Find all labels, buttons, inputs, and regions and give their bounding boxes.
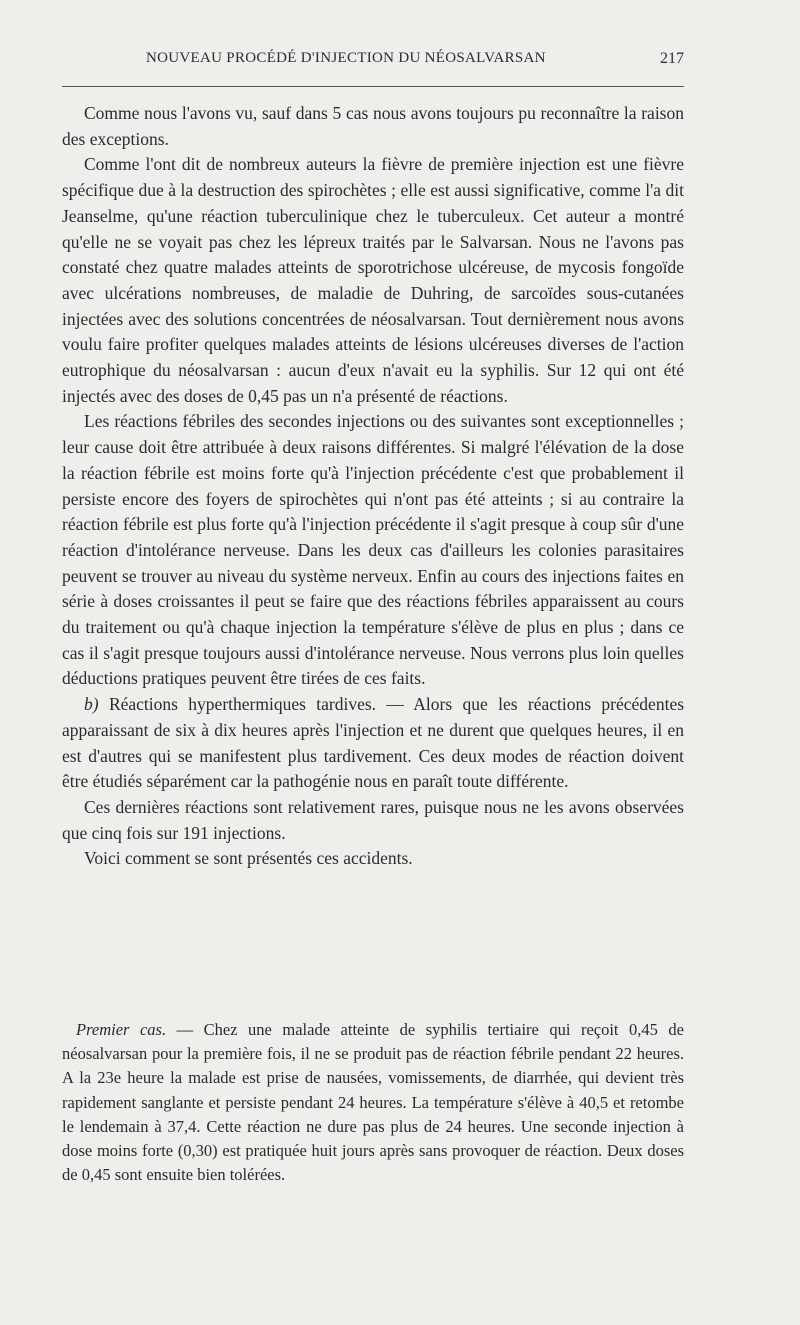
case-text: — Chez une malade atteinte de syphilis tertiaire qui reçoit 0,45 de néosalvarsan pour la première fois, il ne se produit pas de réaction fébrile pendant 22 heures. A la 23e heure la malade est prise de nausées, vomissements, de diarrhée, qui devient très rapidement sanglante et persiste pendant 24 heures. La température s'élève à 40,5 et retombe le lendemain à 37,4. Cette réaction ne dure pas plus de 24 heures. Une seconde injection à dose moins forte (0,30) est pratiquée huit jours après sans provoquer de réaction. Deux doses de 0,45 sont ensuite bien tolérées.	[62, 1020, 684, 1185]
paragraph: Voici comment se sont présentés ces accidents.	[84, 848, 413, 869]
case-paragraph	[62, 1018, 684, 1187]
body-text	[62, 101, 684, 872]
section-label: b)	[84, 694, 99, 715]
page-number: 217	[660, 50, 684, 67]
case-label: Premier cas.	[76, 1020, 167, 1039]
section-heading: Réactions hyperthermiques tardives.	[108, 694, 377, 715]
running-title: NOUVEAU PROCÉDÉ D'INJECTION DU NÉOSALVARSAN	[146, 50, 546, 66]
section-text: — Alors que les réactions précédentes apparaissant de six à dix heures après l'injection et ne durent que quelques heures, il en est d'autres qui se manifestent plus tardivement. Ces deux modes de réaction doivent être étudiés séparément car la pathogénie nous en paraît toute différente.	[62, 694, 685, 792]
paragraph: Comme l'ont dit de nombreux auteurs la fièvre de première injection est une fièvre spécifique due à la destruction des spirochètes ; elle est aussi significative, comme l'a dit Jeanselme, qu'une réaction tuberculinique chez le tuberculeux. Cet auteur a montré qu'elle ne se voyait pas chez les lépreux traités par le Salvarsan. Nous ne l'avons pas constaté chez quatre malades atteints de sporotrichose ulcéreuse, de mycosis fongoïde avec ulcérations nombreuses, de maladie de Duhring, de sarcoïdes sous-cutanées injectées avec des solutions concentrées de néosalvarsan. Tout dernièrement nous avons voulu faire profiter quelques malades atteints de lésions ulcéreuses diverses de l'action eutrophique du néosalvarsan : aucun d'eux n'avait eu la syphilis. Sur 12 qui ont été injectés avec des doses de 0,45 pas un n'a présenté de réactions.	[62, 154, 684, 406]
case-report	[62, 1018, 684, 1187]
page-header	[62, 50, 684, 78]
paragraph: Les réactions fébriles des secondes injections ou des suivantes sont exceptionnelles ; leur cause doit être attribuée à deux raisons différentes. Si malgré l'élévation de la dose la réaction fébrile est moins forte qu'à l'injection précédente c'est que probablement il persiste encore des foyers de spirochètes qui n'ont pas été atteints ; si au contraire la réaction fébrile est plus forte qu'à l'injection précédente il s'agit presque à coup sûr d'une réaction d'intolérance nerveuse. Dans les deux cas d'ailleurs les colonies parasitaires peuvent se trouver au niveau du système nerveux. Enfin au cours des injections faites en série à doses croissantes il peut se faire que des réactions fébriles apparaissent au cours du traitement ou qu'à chaque injection la température s'élève de plus en plus ; dans ce cas il s'agit presque toujours aussi d'intolérance nerveuse. Nous verrons plus loin quelles déductions pratiques peuvent être tirées de ces faits.	[62, 411, 684, 689]
paragraph: Comme nous l'avons vu, sauf dans 5 cas nous avons toujours pu reconnaître la raison des exceptions.	[62, 103, 684, 149]
paragraph: Ces dernières réactions sont relativement rares, puisque nous ne les avons observées que cinq fois sur 191 injections.	[62, 796, 684, 843]
header-rule	[62, 86, 684, 87]
section-b-paragraph	[62, 692, 684, 795]
